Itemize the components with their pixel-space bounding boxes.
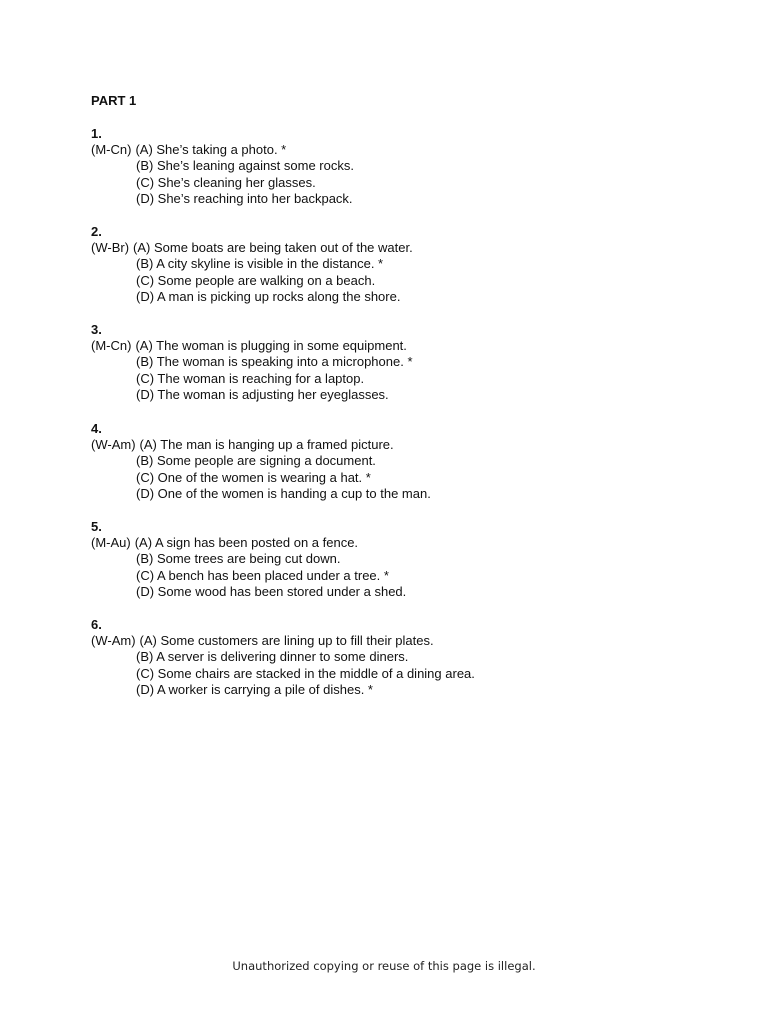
- question-number: 6.: [91, 617, 102, 632]
- option-d: (D) One of the women is handing a cup to the man.: [136, 485, 431, 501]
- option-b: (B) The woman is speaking into a microphone. *: [136, 354, 413, 370]
- speaker-label: (M-Cn): [91, 338, 132, 353]
- option-c: (C) Some chairs are stacked in the middle of a dining area.: [136, 665, 475, 681]
- question-6: [91, 617, 691, 698]
- question-number: 1.: [91, 126, 102, 141]
- question-4: [91, 421, 691, 502]
- option-a: [91, 437, 691, 453]
- option-a: [91, 142, 691, 158]
- option-b: (B) A city skyline is visible in the distance. *: [136, 256, 384, 272]
- option-text: (A) Some customers are lining up to fill their plates.: [139, 633, 434, 648]
- option-a: [91, 240, 691, 256]
- option-d: (D) Some wood has been stored under a shed.: [136, 583, 407, 599]
- speaker-label: (W-Br): [91, 240, 130, 255]
- option-c: (C) A bench has been placed under a tree. *: [136, 567, 389, 583]
- copyright-footer: Unauthorized copying or reuse of this page is illegal.: [232, 959, 536, 973]
- speaker-label: (M-Au): [91, 535, 131, 550]
- option-b: (B) A server is delivering dinner to some diners.: [136, 649, 409, 665]
- speaker-label: (W-Am): [91, 633, 136, 648]
- option-a: [91, 633, 691, 649]
- question-3: [91, 322, 691, 403]
- question-number: 2.: [91, 224, 102, 239]
- option-c: (C) She’s cleaning her glasses.: [136, 174, 316, 190]
- page-title: PART 1: [91, 93, 137, 108]
- question-2: [91, 224, 691, 305]
- option-text: (A) The man is hanging up a framed picture.: [139, 437, 394, 452]
- option-c: (C) The woman is reaching for a laptop.: [136, 370, 365, 386]
- option-d: (D) She’s reaching into her backpack.: [136, 190, 353, 206]
- option-text: (A) The woman is plugging in some equipment.: [135, 338, 407, 353]
- option-d: (D) A man is picking up rocks along the shore.: [136, 288, 401, 304]
- question-number: 4.: [91, 421, 102, 436]
- option-b: (B) Some people are signing a document.: [136, 453, 376, 469]
- option-d: (D) The woman is adjusting her eyeglasses.: [136, 386, 389, 402]
- option-c: (C) Some people are walking on a beach.: [136, 272, 376, 288]
- option-c: (C) One of the women is wearing a hat. *: [136, 469, 371, 485]
- speaker-label: (M-Cn): [91, 142, 132, 157]
- question-number: 5.: [91, 519, 102, 534]
- option-text: (A) A sign has been posted on a fence.: [134, 535, 359, 550]
- option-a: [91, 535, 691, 551]
- question-5: [91, 519, 691, 600]
- option-d: (D) A worker is carrying a pile of dishes. *: [136, 681, 373, 697]
- option-b: (B) She’s leaning against some rocks.: [136, 158, 354, 174]
- question-number: 3.: [91, 322, 102, 337]
- question-1: [91, 126, 691, 207]
- option-b: (B) Some trees are being cut down.: [136, 551, 341, 567]
- option-text: (A) Some boats are being taken out of the water.: [133, 240, 413, 255]
- option-text: (A) She’s taking a photo. *: [135, 142, 287, 157]
- speaker-label: (W-Am): [91, 437, 136, 452]
- option-a: [91, 338, 691, 354]
